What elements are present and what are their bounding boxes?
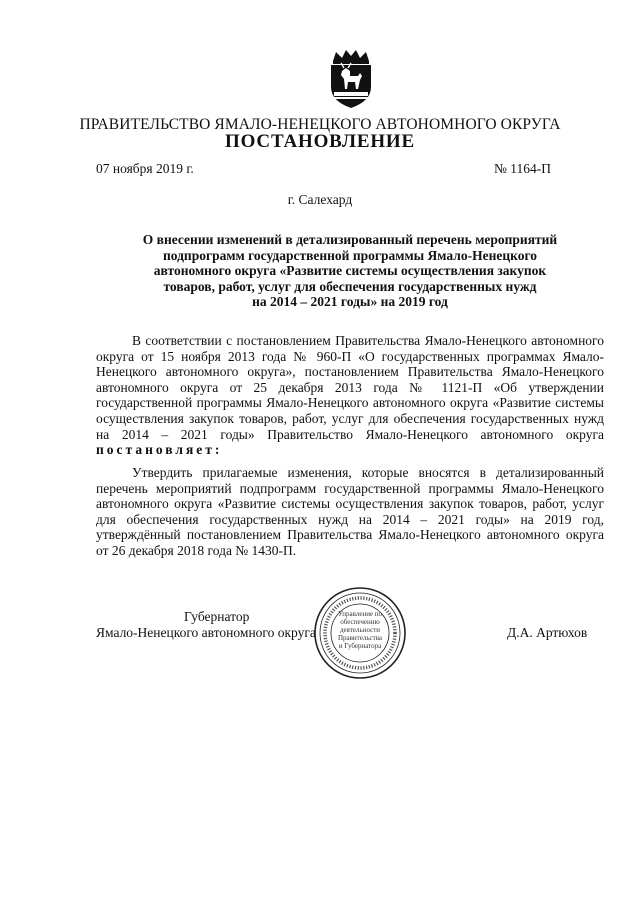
- paragraph-1-text: В соответствии с постановлением Правительства Ямало-Ненецкого автономного округа от 15 ноября 2013 года № 960-П «О государственных программах Ямало-Ненецкого автономного округа», постановлением Правительства Ямало-Ненецкого автономного округа от 25 декабря 2013 года № 1121-П «Об утверждении государственной программы Ямало-Ненецкого автономного округа «Развитие системы осуществления закупок товаров, работ, услуг для обеспечения государственных нужд на 2014 – 2021 годы» Правительство Ямало-Ненецкого автономного округа: [96, 333, 604, 442]
- document-type-title: ПОСТАНОВЛЕНИЕ: [225, 131, 415, 152]
- document-city: г. Салехард: [287, 192, 353, 207]
- heading-line: товаров, работ, услуг для обеспечения государственных нужд: [163, 278, 537, 294]
- stamp-line: обеспечению: [340, 618, 380, 626]
- signatory-title: Губернатор: [184, 609, 250, 624]
- document-date: 07 ноября 2019 г.: [96, 161, 194, 176]
- organization-title: ПРАВИТЕЛЬСТВО ЯМАЛО-НЕНЕЦКОГО АВТОНОМНОГО ОКРУГА: [79, 116, 561, 133]
- stamp-line: деятельности: [339, 626, 381, 634]
- signatory-organization: Ямало-Ненецкого автономного округа: [96, 625, 316, 640]
- heading-line: автономного округа «Развитие системы осуществления закупок: [153, 263, 547, 279]
- stamp-inner-text: [330, 610, 390, 650]
- signatory-name: Д.А. Артюхов: [507, 625, 588, 640]
- document-number: № 1164-П: [494, 161, 551, 176]
- stamp-line: Управление по: [337, 610, 383, 618]
- document-heading: [96, 232, 604, 310]
- resolves-word: постановляет:: [96, 442, 223, 458]
- heading-line: подпрограмм государственной программы Ямало-Ненецкого: [162, 247, 538, 263]
- coat-of-arms-emblem: [328, 49, 374, 109]
- stamp-line: и Губернатора: [338, 642, 382, 650]
- body-paragraph-1: [96, 333, 604, 458]
- stamp-line: Правительства: [337, 634, 383, 642]
- heading-line: на 2014 – 2021 годы» на 2019 год: [252, 294, 448, 310]
- heading-line: О внесении изменений в детализированный перечень мероприятий: [142, 232, 558, 247]
- body-paragraph-2: Утвердить прилагаемые изменения, которые вносятся в детализированный перечень мероприятий подпрограмм государственной программы Ямало-Ненецкого автономного округа «Развитие системы осуществления закупок товаров, работ, услуг для обеспечения государственных нужд на 2014 – 2021 годы» на 2019 год, утверждённый постановлением Правительства Ямало-Ненецкого автономного округа от 26 декабря 2018 года № 1430-П.: [96, 465, 604, 558]
